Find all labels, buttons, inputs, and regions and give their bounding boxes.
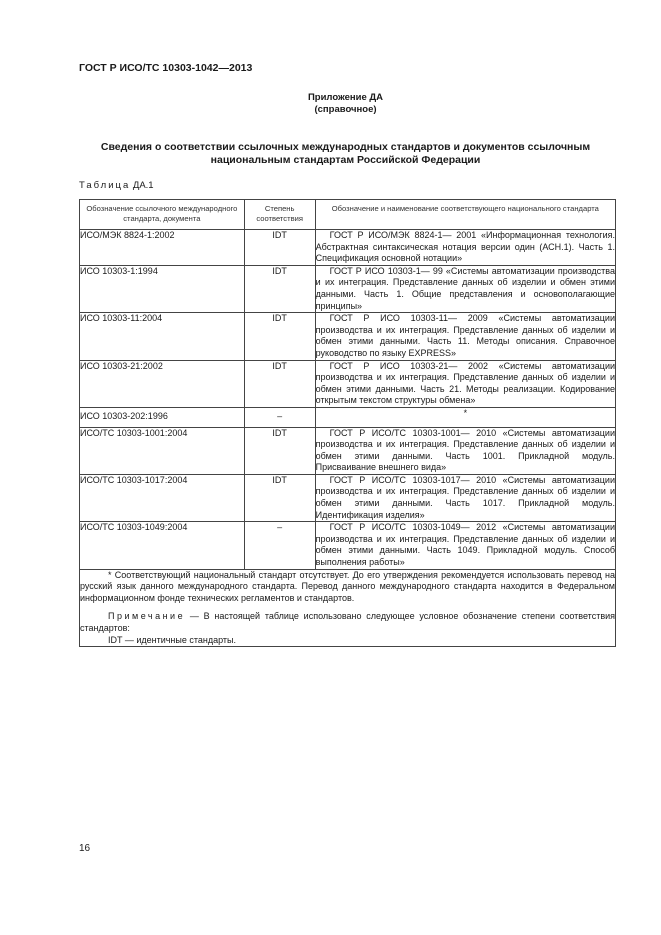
table-caption-prefix: Таблица bbox=[79, 180, 131, 191]
appendix-type: (справочное) bbox=[314, 104, 377, 115]
note bbox=[80, 611, 615, 634]
cell-national-standard bbox=[315, 474, 615, 521]
cell-standard: ИСО 10303-1:1994 bbox=[80, 265, 245, 312]
cell-national-standard-text: ГОСТ Р ИСО/ТС 10303-1001— 2010 «Системы автоматизации производства и их интеграция. Представление данных об изделии и обмен этими данными. Часть 1001. Прикладной модуль. Присваивание внешнего вида» bbox=[315, 427, 615, 473]
table-row bbox=[80, 313, 616, 360]
cell-degree: IDT bbox=[244, 474, 315, 521]
table-row bbox=[80, 265, 616, 312]
table-row bbox=[80, 522, 616, 569]
cell-national-standard bbox=[315, 230, 615, 266]
column-header-degree: Степень соответствия bbox=[244, 200, 315, 230]
note-text: — В настоящей таблице использовано следующее условное обозначение степени соответствия стандартов: bbox=[80, 611, 615, 633]
table-row bbox=[80, 230, 616, 266]
cell-national-standard-text: ГОСТ Р ИСО/ТС 10303-1017— 2010 «Системы автоматизации производства и их интеграция. Представление данных об изделии и обмен этими данными. Часть 1017. Прикладной модуль. Идентификация изделия» bbox=[315, 474, 615, 520]
cell-national-standard bbox=[315, 427, 615, 474]
cell-national-standard-text: ГОСТ Р ИСО/ТС 10303-1049— 2012 «Системы автоматизации производства и их интеграция. Представление данных об изделии и обмен этими данными. Часть 1049. Прикладной модуль. Способ выполнения работы» bbox=[315, 522, 615, 568]
cell-standard: ИСО/МЭК 8824-1:2002 bbox=[80, 230, 245, 266]
cell-degree: IDT bbox=[244, 360, 315, 407]
cell-national-standard-text: ГОСТ Р ИСО 10303-21— 2002 «Системы автоматизации производства и их интеграция. Представление данных об изделии и обмен этими данными. Часть 21. Методы реализации. Кодирование открытым текстом структуры обмена» bbox=[315, 360, 615, 406]
document-header: ГОСТ Р ИСО/ТС 10303-1042—2013 bbox=[79, 62, 253, 74]
cell-degree: IDT bbox=[244, 313, 315, 360]
cell-national-standard bbox=[315, 360, 615, 407]
cell-national-standard bbox=[315, 265, 615, 312]
cell-degree: IDT bbox=[244, 265, 315, 312]
cell-standard: ИСО/ТС 10303-1017:2004 bbox=[80, 474, 245, 521]
correspondence-table bbox=[79, 199, 616, 647]
cell-national-standard: * bbox=[315, 407, 615, 427]
cell-degree: IDT bbox=[244, 427, 315, 474]
table-row bbox=[80, 474, 616, 521]
cell-national-standard bbox=[315, 313, 615, 360]
cell-degree: – bbox=[244, 522, 315, 569]
cell-degree: IDT bbox=[244, 230, 315, 266]
column-header-national-standard: Обозначение и наименование соответствующего национального стандарта bbox=[315, 200, 615, 230]
table-footer-row bbox=[80, 569, 616, 647]
table-row bbox=[80, 427, 616, 474]
table-footer bbox=[80, 569, 616, 647]
appendix-title: Приложение ДА bbox=[307, 92, 384, 103]
section-title bbox=[79, 141, 612, 167]
cell-standard: ИСО/ТС 10303-1001:2004 bbox=[80, 427, 245, 474]
cell-standard: ИСО 10303-202:1996 bbox=[80, 407, 245, 427]
table-header-row bbox=[80, 200, 616, 230]
table-row bbox=[80, 360, 616, 407]
cell-national-standard-text: ГОСТ Р ИСО 10303-11— 2009 «Системы автоматизации производства и их интеграция. Представление данных об изделии и обмен этими данными. Часть 11. Методы описания. Справочное руководство по языку EXPRESS» bbox=[315, 313, 615, 358]
cell-standard: ИСО/ТС 10303-1049:2004 bbox=[80, 522, 245, 569]
table-caption bbox=[79, 180, 154, 191]
page-number: 16 bbox=[79, 843, 91, 854]
note-item: IDT — идентичные стандарты. bbox=[108, 634, 237, 645]
appendix-heading bbox=[79, 92, 612, 116]
cell-standard: ИСО 10303-11:2004 bbox=[80, 313, 245, 360]
note-label: Примечание bbox=[108, 611, 186, 622]
footnote: * Соответствующий национальный стандарт отсутствует. До его утверждения рекомендуется использовать перевод на русский язык данного международного стандарта. Перевод данного международного стандарта находится в Федеральном информационном фонде технических регламентов и стандартов. bbox=[80, 569, 615, 603]
cell-degree: – bbox=[244, 407, 315, 427]
table-row bbox=[80, 407, 616, 427]
section-title-line-1: Сведения о соответствии ссылочных международных стандартов и документов ссылочным bbox=[100, 141, 591, 153]
cell-national-standard-text: ГОСТ Р ИСО/МЭК 8824-1— 2001 «Информационная технология. Абстрактная синтаксическая нотация версии один (АСН.1). Часть 1. Спецификация основной нотации» bbox=[315, 230, 615, 264]
table-caption-number: ДА.1 bbox=[132, 180, 154, 191]
cell-standard: ИСО 10303-21:2002 bbox=[80, 360, 245, 407]
section-title-line-2: национальным стандартам Российской Федерации bbox=[210, 154, 481, 166]
cell-national-standard bbox=[315, 522, 615, 569]
column-header-standard: Обозначение ссылочного международного стандарта, документа bbox=[80, 200, 245, 230]
cell-national-standard-text: ГОСТ Р ИСО 10303-1— 99 «Системы автоматизации производства и их интеграция. Представление данных об изделии и обмен этими данными. Часть 1. Общие представления и основополагающие принципы» bbox=[315, 265, 615, 311]
